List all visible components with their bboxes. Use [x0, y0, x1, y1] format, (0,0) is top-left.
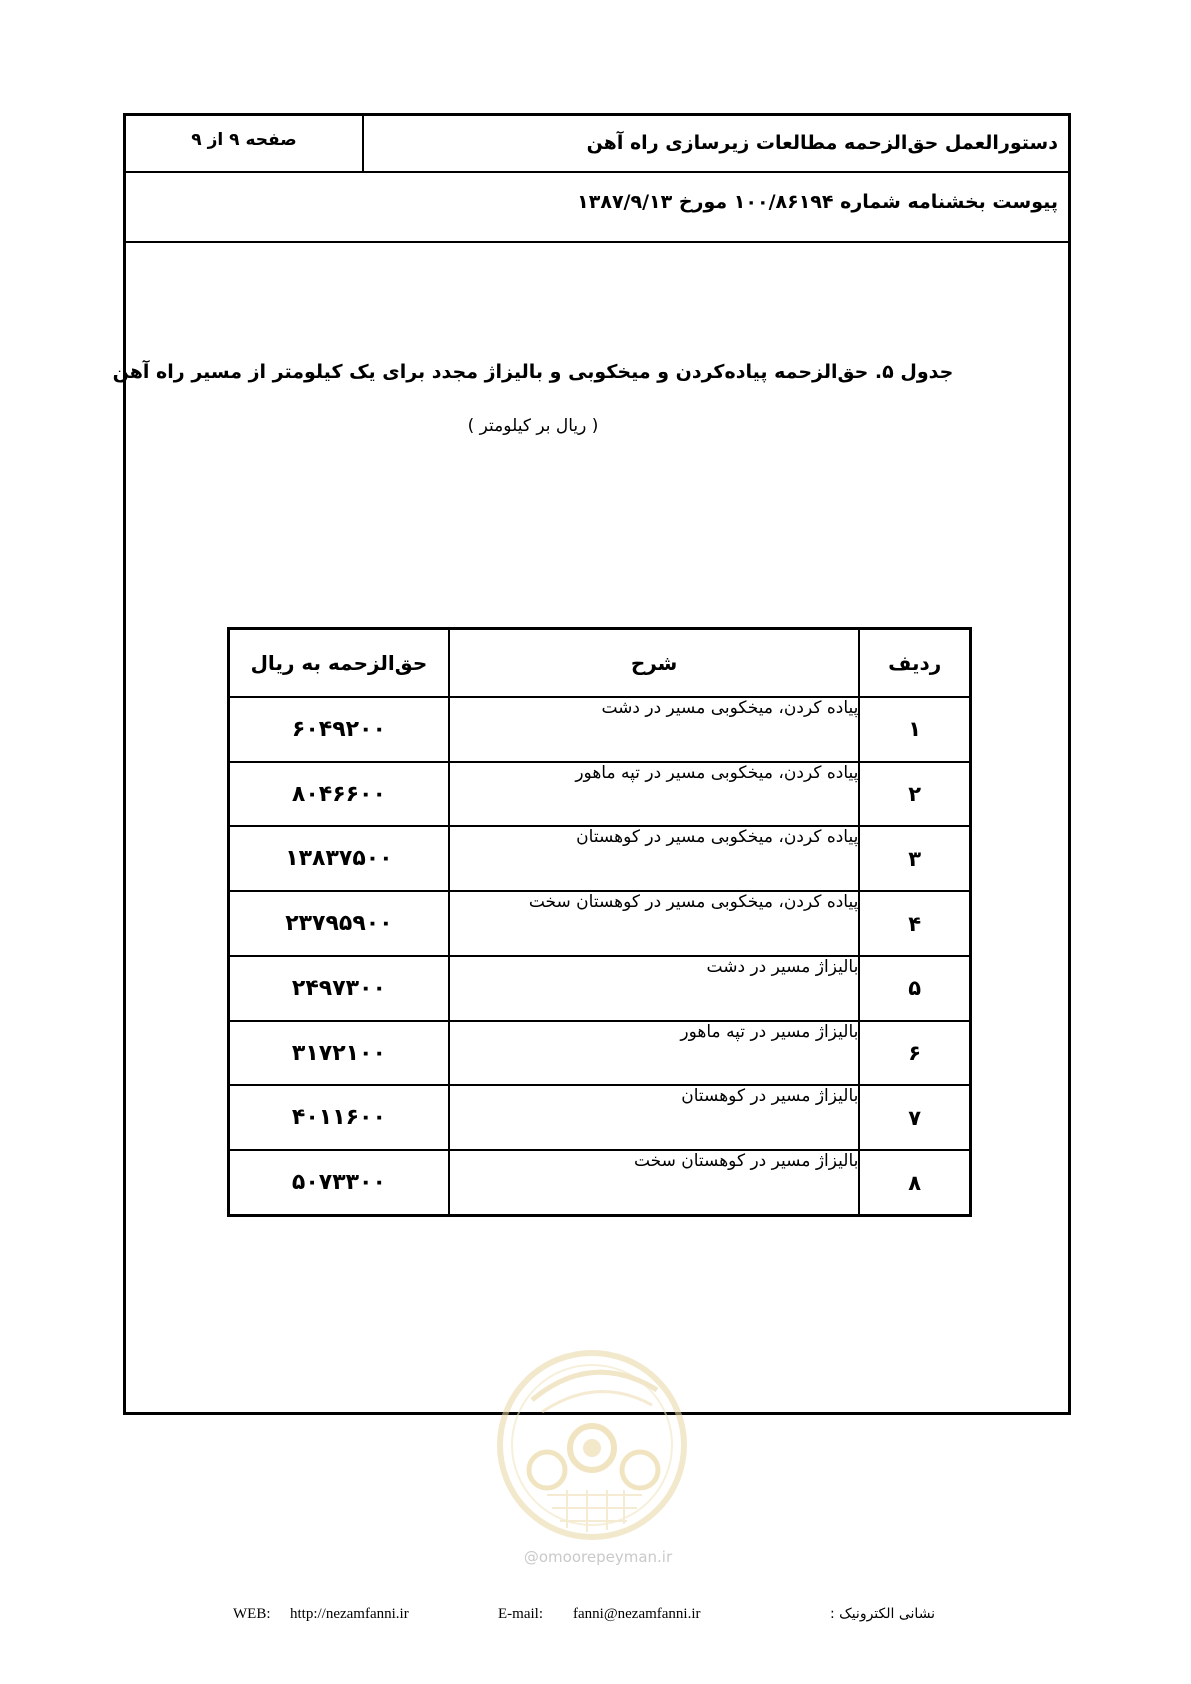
- footer-web-link[interactable]: http://nezamfanni.ir: [290, 1606, 409, 1622]
- table-row: [229, 1021, 971, 1086]
- row-fee: ۲۴۹۷۳۰۰: [229, 956, 449, 1021]
- row-fee: ۱۳۸۳۷۵۰۰: [229, 826, 449, 891]
- row-fee: ۳۱۷۲۱۰۰: [229, 1021, 449, 1086]
- table-row: [229, 697, 971, 762]
- row-description: بالیزاژ مسیر در دشت: [449, 956, 860, 1021]
- row-description: پیاده کردن، میخکوبی مسیر در دشت: [449, 697, 860, 762]
- table-row: [229, 826, 971, 891]
- table-row: [229, 1150, 971, 1215]
- watermark-logo-icon: [492, 1330, 692, 1570]
- row-description: بالیزاژ مسیر در کوهستان: [449, 1085, 860, 1150]
- row-description: پیاده کردن، میخکوبی مسیر در تپه ماهور: [449, 762, 860, 827]
- row-description: پیاده کردن، میخکوبی مسیر در کوهستان سخت: [449, 891, 860, 956]
- table-row: [229, 956, 971, 1021]
- header-divider: [362, 116, 364, 173]
- circular-row: [126, 173, 1068, 243]
- table-row: [229, 891, 971, 956]
- row-description: بالیزاژ مسیر در کوهستان سخت: [449, 1150, 860, 1215]
- footer-email-link[interactable]: fanni@nezamfanni.ir: [573, 1606, 701, 1622]
- row-fee: ۸۰۴۶۶۰۰: [229, 762, 449, 827]
- header-row-number: ردیف: [859, 629, 970, 698]
- row-number: ۸: [859, 1150, 970, 1215]
- row-number: ۶: [859, 1021, 970, 1086]
- row-fee: ۵۰۷۳۳۰۰: [229, 1150, 449, 1215]
- header-row: [126, 116, 1068, 173]
- row-number: ۳: [859, 826, 970, 891]
- page-indicator: صفحه ۹ از ۹: [191, 130, 297, 150]
- row-fee: ۲۳۷۹۵۹۰۰: [229, 891, 449, 956]
- table-unit: ( ریال بر کیلومتر ): [467, 416, 599, 436]
- table-row: [229, 762, 971, 827]
- row-fee: ۴۰۱۱۶۰۰: [229, 1085, 449, 1150]
- row-number: ۱: [859, 697, 970, 762]
- table-header-row: [229, 629, 971, 698]
- row-number: ۴: [859, 891, 970, 956]
- footer-web-label: WEB:: [233, 1606, 271, 1622]
- footer-address-label: نشانی الکترونیک :: [830, 1606, 936, 1622]
- row-number: ۵: [859, 956, 970, 1021]
- circular-reference: پیوست بخشنامه شماره ۱۰۰/۸۶۱۹۴ مورخ ۱۳۸۷/۹/۱۳: [577, 191, 1058, 213]
- table-row: [229, 1085, 971, 1150]
- footer-email-label: E-mail:: [498, 1606, 543, 1622]
- header-description: شرح: [449, 629, 860, 698]
- row-number: ۷: [859, 1085, 970, 1150]
- row-fee: ۶۰۴۹۲۰۰: [229, 697, 449, 762]
- row-description: پیاده کردن، میخکوبی مسیر در کوهستان: [449, 826, 860, 891]
- table-caption: جدول ۵. حق‌الزحمه پیاده‌کردن و میخکوبی و بالیزاژ مجدد برای یک کیلومتر از مسیر راه آهن: [112, 361, 954, 383]
- watermark-text: @omoorepeyman.ir: [523, 1548, 673, 1566]
- fee-table: [227, 627, 972, 1217]
- row-number: ۲: [859, 762, 970, 827]
- header-fee: حق‌الزحمه به ریال: [229, 629, 449, 698]
- row-description: بالیزاژ مسیر در تپه ماهور: [449, 1021, 860, 1086]
- document-title: دستورالعمل حق‌الزحمه مطالعات زیرسازی راه آهن: [586, 132, 1058, 154]
